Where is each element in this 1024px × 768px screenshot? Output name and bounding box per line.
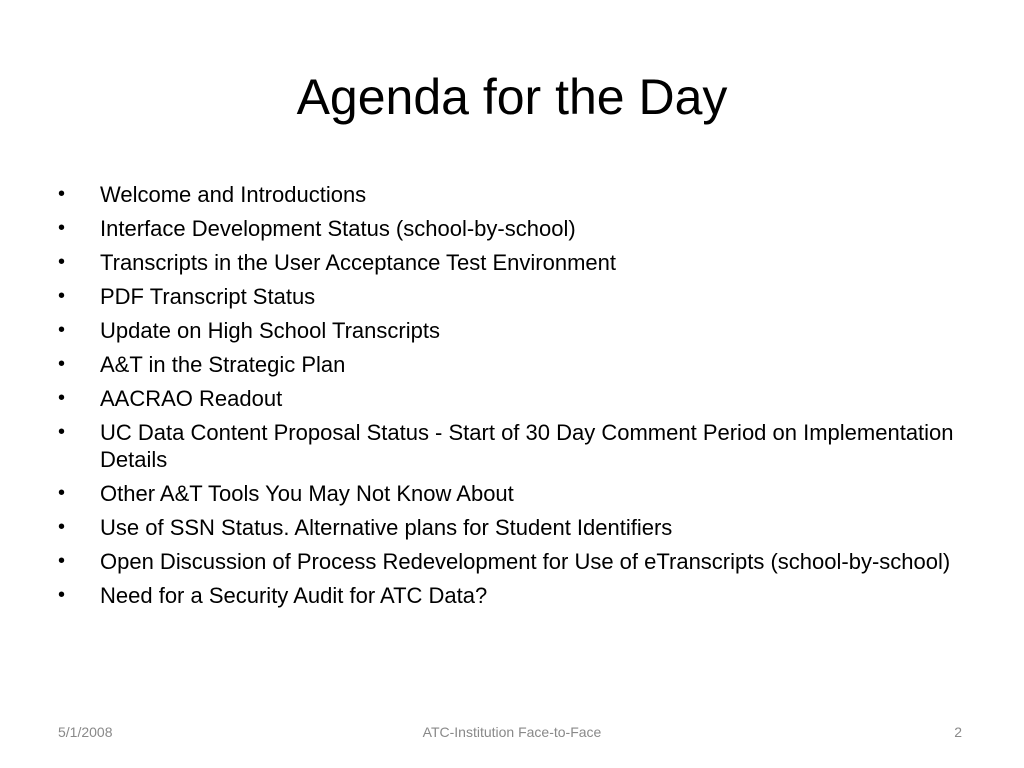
agenda-list bbox=[58, 181, 958, 616]
bullet-icon: • bbox=[58, 387, 66, 409]
agenda-item-high-school bbox=[58, 317, 958, 344]
bullet-icon: • bbox=[58, 353, 66, 375]
agenda-item-label: Interface Development Status (school-by-school) bbox=[100, 216, 576, 241]
footer-date: 5/1/2008 bbox=[58, 724, 113, 740]
agenda-item-label: A&T in the Strategic Plan bbox=[100, 352, 346, 377]
agenda-item-label: AACRAO Readout bbox=[100, 386, 283, 411]
agenda-item-label: PDF Transcript Status bbox=[100, 284, 316, 309]
bullet-icon: • bbox=[58, 482, 66, 504]
agenda-item-other-tools bbox=[58, 480, 958, 507]
agenda-item-label: UC Data Content Proposal Status - Start of 30 Day Comment Period on Implementation Details bbox=[100, 420, 954, 472]
slide-title: Agenda for the Day bbox=[296, 69, 728, 125]
agenda-item-uc-proposal bbox=[58, 419, 958, 473]
bullet-icon: • bbox=[58, 285, 66, 307]
agenda-item-uat-transcripts bbox=[58, 249, 958, 276]
agenda-item-label: Welcome and Introductions bbox=[100, 182, 367, 207]
bullet-icon: • bbox=[58, 319, 66, 341]
bullet-icon: • bbox=[58, 516, 66, 538]
agenda-item-welcome bbox=[58, 181, 958, 208]
bullet-icon: • bbox=[58, 183, 66, 205]
footer-page-number: 2 bbox=[954, 724, 962, 740]
agenda-item-ssn-status bbox=[58, 514, 958, 541]
agenda-item-label: Other A&T Tools You May Not Know About bbox=[100, 481, 514, 506]
bullet-icon: • bbox=[58, 251, 66, 273]
agenda-item-label: Update on High School Transcripts bbox=[100, 318, 440, 343]
agenda-item-label: Transcripts in the User Acceptance Test Environment bbox=[100, 250, 617, 275]
agenda-item-aacrao bbox=[58, 385, 958, 412]
agenda-item-interface-status bbox=[58, 215, 958, 242]
footer-title: ATC-Institution Face-to-Face bbox=[422, 724, 602, 740]
agenda-item-pdf-status bbox=[58, 283, 958, 310]
bullet-icon: • bbox=[58, 421, 66, 443]
agenda-item-strategic-plan bbox=[58, 351, 958, 378]
agenda-item-label: Need for a Security Audit for ATC Data? bbox=[100, 583, 488, 608]
bullet-icon: • bbox=[58, 584, 66, 606]
agenda-item-open-discussion bbox=[58, 548, 958, 575]
bullet-icon: • bbox=[58, 217, 66, 239]
agenda-item-label: Use of SSN Status. Alternative plans for Student Identifiers bbox=[100, 515, 673, 540]
bullet-icon: • bbox=[58, 550, 66, 572]
agenda-item-security-audit bbox=[58, 582, 958, 609]
agenda-item-label: Open Discussion of Process Redevelopment for Use of eTranscripts (school-by-school) bbox=[100, 549, 951, 574]
